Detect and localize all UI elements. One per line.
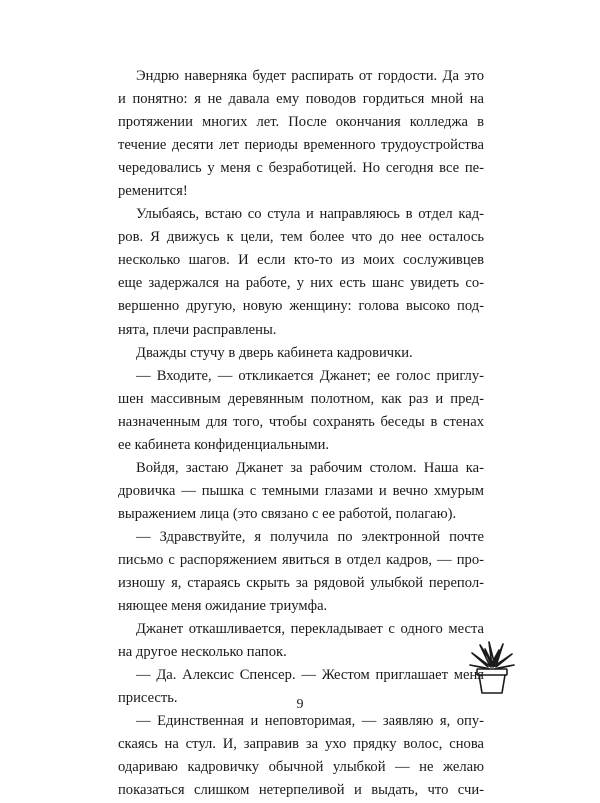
text-line: няющее меня ожидание триумфа. [118,598,328,615]
text-line: — Единственная и неповторимая, — заявляю я, опу- [136,713,484,730]
body-text [118,65,484,803]
text-line: Дважды стучу в дверь кабинета кадровички. [136,344,413,361]
text-line: скаясь на стул. И, заправив за ухо прядку волос, снова [118,736,484,753]
text-line: протяжении многих лет. После окончания колледжа в [118,114,484,131]
text-line: чередовались у меня с безработицей. Но сегодня все пе- [118,160,484,177]
text-line: ров. Я движусь к цели, тем более что до нее осталось [118,229,484,246]
text-line: Эндрю наверняка будет распирать от гордости. Да это [136,68,484,84]
text-line: течение десяти лет периоды временного трудоустройства [118,137,484,154]
text-line: и понятно: я не давала ему поводов гордиться мной на [118,91,484,108]
paragraph [118,365,484,457]
paragraph [118,203,484,341]
text-line: — Здравствуйте, я получила по электронной почте [136,528,484,545]
text-line: выражением лица (это связано с ее работой, полагаю). [118,505,457,522]
text-line: несколько шагов. И если кто-то из моих сослуживцев [118,252,484,269]
text-line: дровичка — пышка с темными глазами и вечно хмурым [118,482,484,499]
paragraph [118,526,484,618]
paragraph [118,65,484,203]
text-line: показаться слишком нетерпеливой и выдать, что счи- [118,782,484,799]
page-number: 9 [296,697,304,712]
text-line: на другое несколько папок. [118,644,287,661]
paragraph [118,710,484,802]
text-line: шен массивным деревянным полотном, как раз и пред- [118,390,484,407]
text-line: присесть. [118,690,178,707]
text-line: назначенным для того, чтобы сохранять беседы в стенах [118,413,484,430]
text-line: — Да. Алексис Спенсер. — Жестом приглашает меня [136,667,484,684]
text-line: изношу я, стараясь скрыть за рядовой улыбкой перепол- [118,575,484,592]
text-line: — Входите, — откликается Джанет; ее голос приглу- [136,367,484,384]
paragraph [118,457,484,526]
potted-plant-icon [468,636,516,696]
text-line: Джанет откашливается, перекладывает с одного места [136,621,484,638]
text-line: ее кабинета конфиденциальными. [118,436,330,453]
text-line: Войдя, застаю Джанет за рабочим столом. Наша ка- [136,459,484,476]
text-line: ременится! [118,183,188,200]
text-line: одариваю кадровичку обычной улыбкой — не желаю [118,759,484,776]
text-line: еще задержался на работе, у них есть шанс увидеть со- [118,275,484,292]
paragraph [118,618,484,664]
text-line: письмо с распоряжением явиться в отдел кадров, — про- [118,551,484,568]
text-line: вершенно другую, новую женщину: голова высоко под- [118,298,484,315]
text-line: Улыбаясь, встаю со стула и направляюсь в отдел кад- [136,206,484,223]
text-line: нята, плечи расправлены. [118,321,277,338]
paragraph [118,342,484,365]
